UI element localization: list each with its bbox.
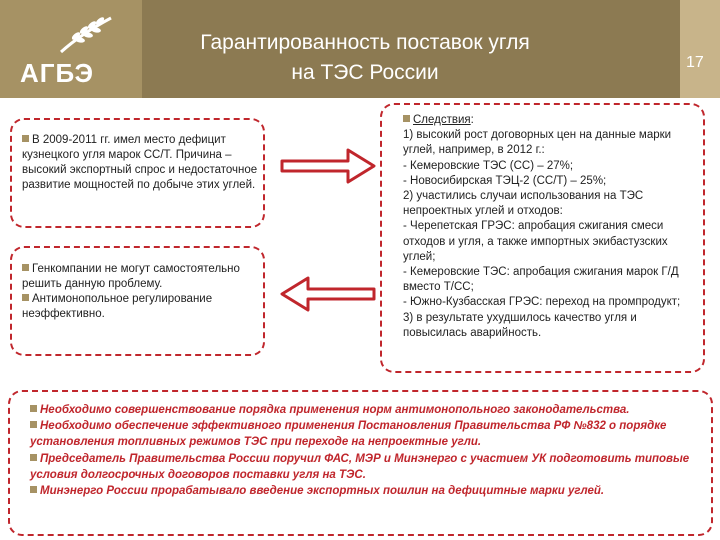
- consequences-heading-text: Следствия: [413, 114, 471, 126]
- problem-item-1: [22, 262, 262, 292]
- page-number: 17: [686, 54, 704, 71]
- measure-item-text: Необходимо совершенствование порядка применения норм антимонопольного законодательства.: [40, 404, 630, 416]
- problem-item-2-text: Антимонопольное регулирование неэффективно.: [22, 293, 213, 320]
- problem-item-1-text: Генкомпании не могут самостоятельно решить данную проблему.: [22, 263, 240, 290]
- consequence-line: - Кемеровские ТЭС (СС) – 27%;: [403, 159, 574, 172]
- consequence-line: - Новосибирская ТЭЦ-2 (СС/Т) – 25%;: [403, 174, 607, 187]
- title-line-1: Гарантированность поставок угля: [200, 31, 530, 54]
- page-number-box: [680, 0, 720, 98]
- measure-item: [30, 483, 710, 499]
- consequence-line: - Черепетская ГРЭС: апробация сжигания смеси отходов и угля, а также импортных экибастузских углей;: [403, 220, 668, 263]
- measure-item: [30, 451, 710, 483]
- problem-text: [22, 262, 262, 322]
- arrow-right-icon: [280, 146, 376, 186]
- header-bar: [0, 0, 720, 98]
- arrow-left-icon: [280, 274, 376, 314]
- consequence-line: 2) участились случаи использования на ТЭС непроектных углей и отходов:: [403, 190, 644, 218]
- measure-item-text: Председатель Правительства России поручил ФАС, МЭР и Минэнерго с участием УК подготовить типовые условия долгосрочных договоров поставки угля на ТЭС.: [30, 452, 690, 481]
- bullet-icon: [403, 115, 410, 122]
- measure-item: [30, 418, 710, 450]
- bullet-icon: [30, 454, 37, 461]
- measure-item: [30, 402, 710, 418]
- consequences-heading: Следствия:: [403, 113, 703, 128]
- consequence-line: 1) высокий рост договорных цен на данные марки углей, например, в 2012 г.:: [403, 129, 672, 157]
- logo: [0, 0, 142, 98]
- bullet-icon: [22, 135, 29, 142]
- bullet-icon: [22, 264, 29, 271]
- bullet-icon: [30, 486, 37, 493]
- consequence-line: - Кемеровские ТЭС: апробация сжигания марок Г/Д вместо Т/СС;: [403, 266, 679, 294]
- title-line-2: на ТЭС России: [291, 61, 439, 84]
- bullet-icon: [30, 421, 37, 428]
- measure-item-text: Необходимо обеспечение эффективного применения Постановления Правительства РФ №832 о порядке установления топливных режимов ТЭС при переходе на непроектные угли.: [30, 420, 667, 449]
- wheat-icon: [56, 14, 116, 54]
- measures-text: [30, 402, 710, 499]
- logo-text: АГБЭ: [20, 58, 95, 88]
- consequence-line: - Южно-Кузбасская ГРЭС: переход на промпродукт;: [403, 296, 681, 309]
- bullet-icon: [22, 294, 29, 301]
- problem-item-2: [22, 292, 262, 322]
- page-title: [200, 28, 530, 88]
- deficit-text: [22, 133, 262, 193]
- bullet-icon: [30, 405, 37, 412]
- consequences-text: [403, 113, 703, 341]
- measure-item-text: Минэнерго России прорабатывало введение экспортных пошлин на дефицитные марки углей.: [40, 485, 605, 498]
- consequence-line: 3) в результате ухудшилось качество угля и повысилась аварийность.: [403, 311, 637, 339]
- deficit-text-content: В 2009-2011 гг. имел место дефицит кузнецкого угля марок СС/Т. Причина – высокий экспортный спрос и недостаточное развитие мощностей по добыче этих углей.: [22, 134, 258, 191]
